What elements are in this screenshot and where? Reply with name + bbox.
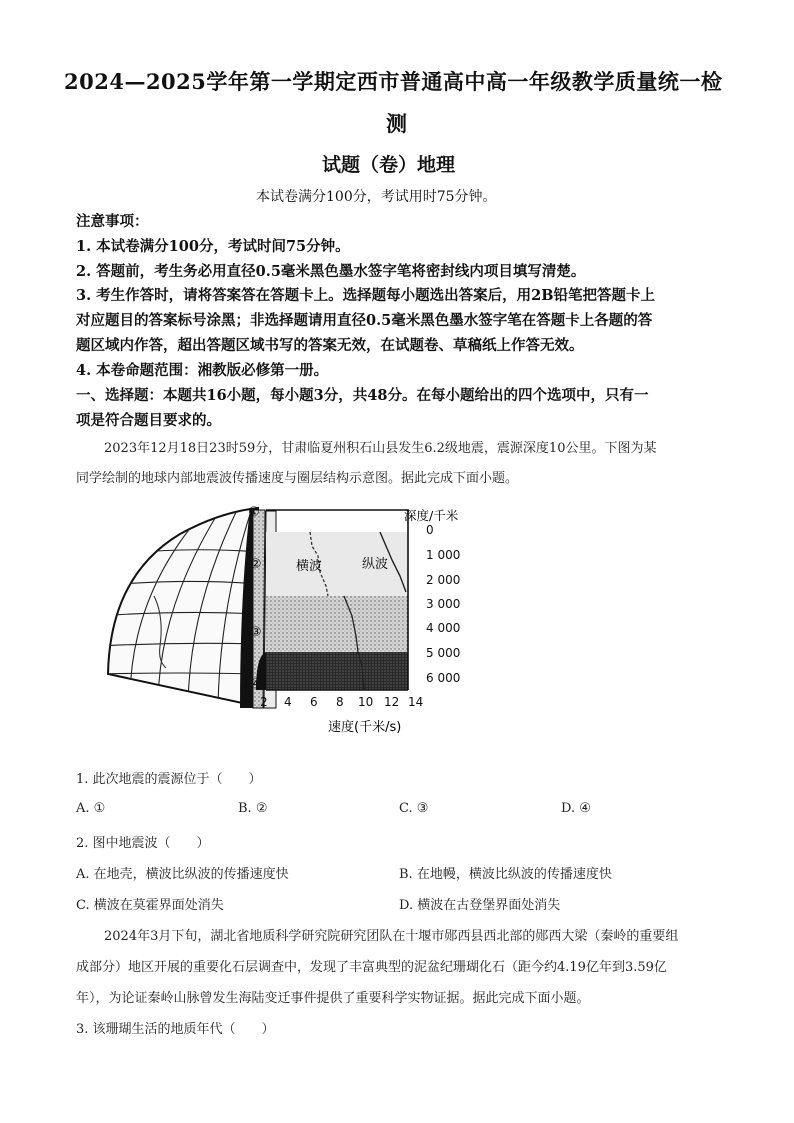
marker-2: ② — [250, 557, 262, 572]
notice-item: 题区域内作答，超出答题区域书写的答案无效，在试题卷、草稿纸上作答无效。 — [76, 337, 584, 354]
page-title-line1: 2024—2025学年第一学期定西市普通高中高一年级教学质量统一检 — [64, 69, 723, 94]
notice-item: 3. 考生作答时，请将答案答在答题卡上。选择题每小题选出答案后，用2B铅笔把答题卡上 — [76, 287, 656, 304]
speed-tick: 4 — [284, 695, 292, 709]
q1-option-b[interactable]: B. ② — [238, 801, 268, 816]
seismic-wave-figure — [90, 496, 490, 746]
speed-tick: 12 — [384, 695, 400, 709]
passage-text: 同学绘制的地球内部地震波传播速度与圈层结构示意图。据此完成下面小题。 — [76, 471, 519, 486]
q1-option-a[interactable]: A. ① — [76, 801, 106, 816]
question-1-stem: 1. 此次地震的震源位于（ ） — [76, 772, 262, 787]
passage-text: 2023年12月18日23时59分，甘肃临夏州积石山县发生6.2级地震，震源深度10公里。下图为某 — [104, 441, 657, 456]
notice-heading: 注意事项： — [76, 213, 149, 230]
globe-graticule — [98, 508, 260, 706]
marker-3: ③ — [250, 625, 262, 640]
page-title-line2: 测 — [386, 111, 408, 136]
p-wave-label: 纵波 — [362, 557, 389, 572]
q2-option-c[interactable]: C. 横波在莫霍界面处消失 — [76, 898, 224, 913]
exam-info: 本试卷满分100分，考试用时75分钟。 — [256, 189, 497, 205]
section-heading: 项是符合题目要求的。 — [76, 412, 221, 429]
depth-tick: 3 000 — [426, 597, 461, 611]
q1-option-c[interactable]: C. ③ — [399, 801, 429, 816]
notice-item: 对应题目的答案标号涂黑；非选择题请用直径0.5毫米黑色墨水签字笔在答题卡上各题的答 — [76, 312, 653, 329]
q2-option-a[interactable]: A. 在地壳，横波比纵波的传播速度快 — [76, 867, 289, 882]
speed-axis-title: 速度(千米/s) — [328, 720, 402, 735]
speed-depth-chart — [256, 510, 408, 690]
s-wave-label: 横波 — [296, 559, 323, 574]
depth-tick: 4 000 — [426, 621, 461, 635]
speed-tick: 2 — [260, 695, 268, 709]
passage-text: 成部分）地区开展的重要化石层调查中，发现了丰富典型的泥盆纪珊瑚化石（距今约4.19亿年到3.59亿 — [76, 960, 667, 975]
q2-option-d[interactable]: D. 横波在古登堡界面处消失 — [399, 898, 561, 913]
depth-tick: 0 — [426, 523, 434, 537]
question-3-stem: 3. 该珊瑚生活的地质年代（ ） — [76, 1022, 275, 1037]
depth-axis-title: 深度/千米 — [404, 508, 459, 523]
speed-tick: 10 — [358, 695, 374, 709]
speed-tick: 8 — [336, 695, 344, 709]
depth-tick: 1 000 — [426, 548, 461, 562]
marker-1: ① — [248, 505, 260, 520]
notice-item: 2. 答题前，考生务必用直径0.5毫米黑色墨水签字笔将密封线内项目填写清楚。 — [76, 263, 586, 280]
depth-tick: 5 000 — [426, 646, 461, 660]
question-2-stem: 2. 图中地震波（ ） — [76, 836, 210, 851]
speed-tick: 6 — [310, 695, 318, 709]
q1-option-d[interactable]: D. ④ — [561, 801, 591, 816]
speed-tick: 14 — [408, 695, 424, 709]
depth-tick: 6 000 — [426, 671, 461, 685]
section-heading: 一、选择题：本题共16小题，每小题3分，共48分。在每小题给出的四个选项中，只有一 — [76, 387, 649, 404]
marker-4: ④ — [250, 677, 262, 692]
notice-item: 4. 本卷命题范围：湘教版必修第一册。 — [76, 362, 329, 379]
passage-text: 2024年3月下旬，湖北省地质科学研究院研究团队在十堰市郧西县西北部的郧西大梁（秦岭的重要组 — [104, 929, 679, 944]
notice-item: 1. 本试卷满分100分，考试时间75分钟。 — [76, 238, 350, 255]
q2-option-b[interactable]: B. 在地幔，横波比纵波的传播速度快 — [399, 867, 612, 882]
page-subtitle: 试题（卷）地理 — [322, 154, 456, 176]
passage-text: 年），为论证秦岭山脉曾发生海陆变迁事件提供了重要科学实物证据。据此完成下面小题。 — [76, 991, 590, 1006]
depth-tick: 2 000 — [426, 573, 461, 587]
